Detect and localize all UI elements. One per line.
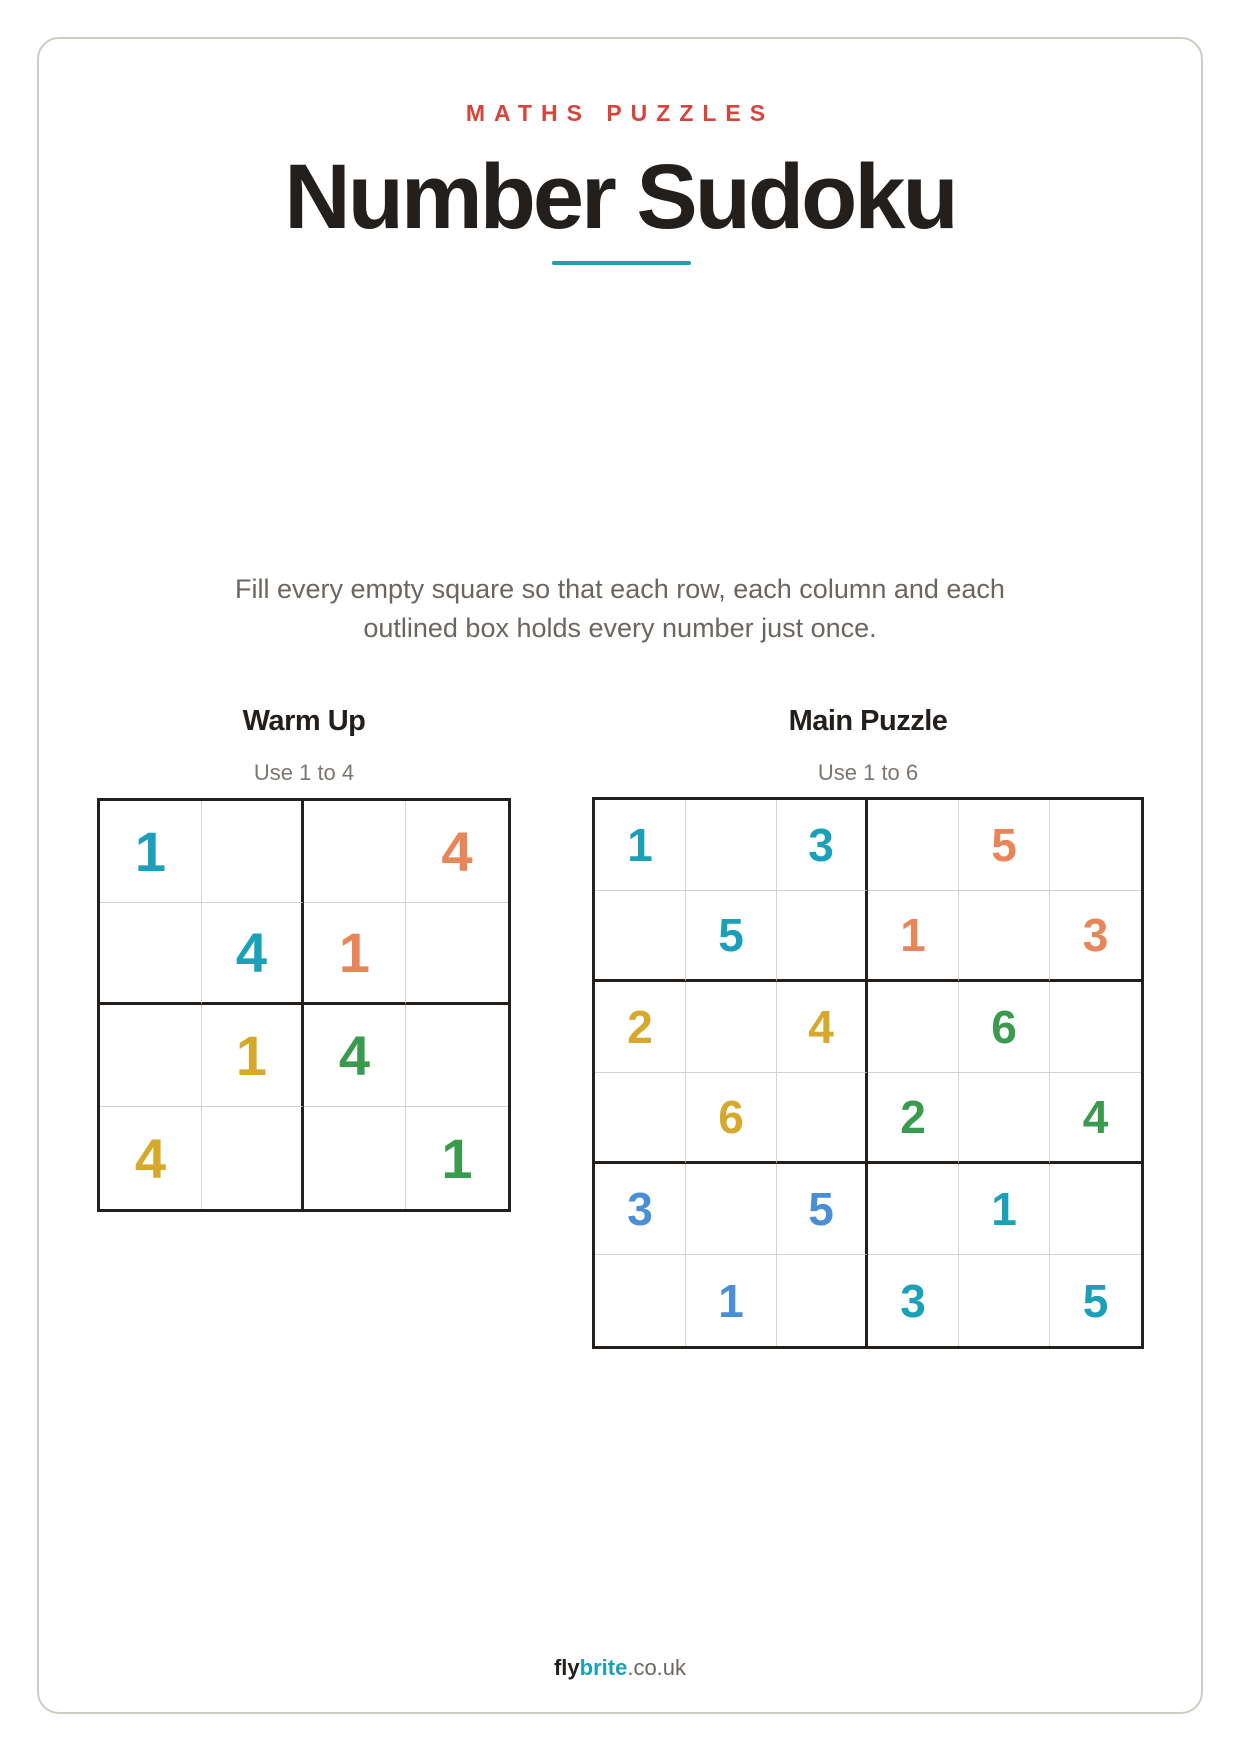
- title-underline: [552, 261, 691, 265]
- instructions-line-1: Fill every empty square so that each row, each column and each: [235, 574, 1005, 604]
- given-cell: 3: [777, 800, 868, 891]
- given-cell: 4: [777, 982, 868, 1073]
- warm-up-title: Warm Up: [242, 705, 366, 737]
- empty-cell[interactable]: [777, 1073, 868, 1164]
- empty-cell[interactable]: [304, 1107, 406, 1209]
- main-puzzle-subtitle: Use 1 to 6: [817, 760, 919, 785]
- empty-cell[interactable]: [686, 800, 777, 891]
- empty-cell[interactable]: [595, 891, 686, 982]
- empty-cell[interactable]: [777, 891, 868, 982]
- given-cell: 1: [304, 903, 406, 1005]
- given-cell: 1: [441, 1126, 473, 1190]
- empty-cell[interactable]: [868, 982, 959, 1073]
- empty-cell[interactable]: [959, 1073, 1050, 1164]
- instructions: [170, 570, 1070, 648]
- given-cell: 4: [406, 801, 508, 903]
- empty-cell[interactable]: [406, 903, 508, 1005]
- given-cell: 1: [595, 800, 686, 891]
- empty-cell[interactable]: [595, 1255, 686, 1346]
- brand-brite: brite: [579, 1655, 628, 1680]
- given-cell: 1: [868, 891, 959, 982]
- brand-fly: fly: [553, 1655, 580, 1680]
- empty-cell[interactable]: [100, 1005, 202, 1107]
- empty-cell[interactable]: [595, 1073, 686, 1164]
- given-cell: 3: [1050, 891, 1141, 982]
- footer-brand: [0, 1655, 1240, 1681]
- given-cell: 3: [868, 1255, 959, 1346]
- empty-cell[interactable]: [868, 800, 959, 891]
- warm-up-subtitle: Use 1 to 4: [253, 760, 355, 785]
- given-cell: 6: [686, 1073, 777, 1164]
- empty-cell[interactable]: [1050, 800, 1141, 891]
- given-cell: 5: [959, 800, 1050, 891]
- given-cell: 2: [868, 1073, 959, 1164]
- empty-cell[interactable]: [1050, 1164, 1141, 1255]
- given-cell: 2: [595, 982, 686, 1073]
- warm-up-grid: [97, 798, 511, 1212]
- given-cell: 6: [959, 982, 1050, 1073]
- given-cell: 4: [304, 1005, 406, 1107]
- empty-cell[interactable]: [686, 1164, 777, 1255]
- given-cell: 1: [202, 1005, 304, 1107]
- given-cell: 5: [1082, 1274, 1109, 1327]
- main-puzzle-header: [592, 705, 1144, 786]
- given-cell: 5: [777, 1164, 868, 1255]
- given-cell: 1: [100, 801, 202, 903]
- empty-cell[interactable]: [100, 903, 202, 1005]
- page-title: Number Sudoku: [284, 146, 956, 248]
- given-cell: 4: [100, 1107, 202, 1209]
- main-puzzle-grid: [592, 797, 1144, 1349]
- empty-cell[interactable]: [1050, 982, 1141, 1073]
- given-cell: 1: [686, 1255, 777, 1346]
- main-puzzle-title: Main Puzzle: [788, 705, 948, 737]
- empty-cell[interactable]: [959, 1255, 1050, 1346]
- empty-cell[interactable]: [406, 1005, 508, 1107]
- given-cell: 1: [959, 1164, 1050, 1255]
- empty-cell[interactable]: [959, 891, 1050, 982]
- brand-domain: .co.uk: [627, 1655, 687, 1680]
- given-cell: 5: [686, 891, 777, 982]
- empty-cell[interactable]: [777, 1255, 868, 1346]
- eyebrow-label: MATHS PUZZLES: [465, 100, 775, 126]
- given-cell: 4: [202, 903, 304, 1005]
- warm-up-header: [97, 705, 511, 786]
- empty-cell[interactable]: [202, 801, 304, 903]
- given-cell: 4: [1050, 1073, 1141, 1164]
- empty-cell[interactable]: [304, 801, 406, 903]
- empty-cell[interactable]: [686, 982, 777, 1073]
- given-cell: 3: [595, 1164, 686, 1255]
- empty-cell[interactable]: [202, 1107, 304, 1209]
- instructions-line-2: outlined box holds every number just once.: [363, 613, 877, 643]
- empty-cell[interactable]: [868, 1164, 959, 1255]
